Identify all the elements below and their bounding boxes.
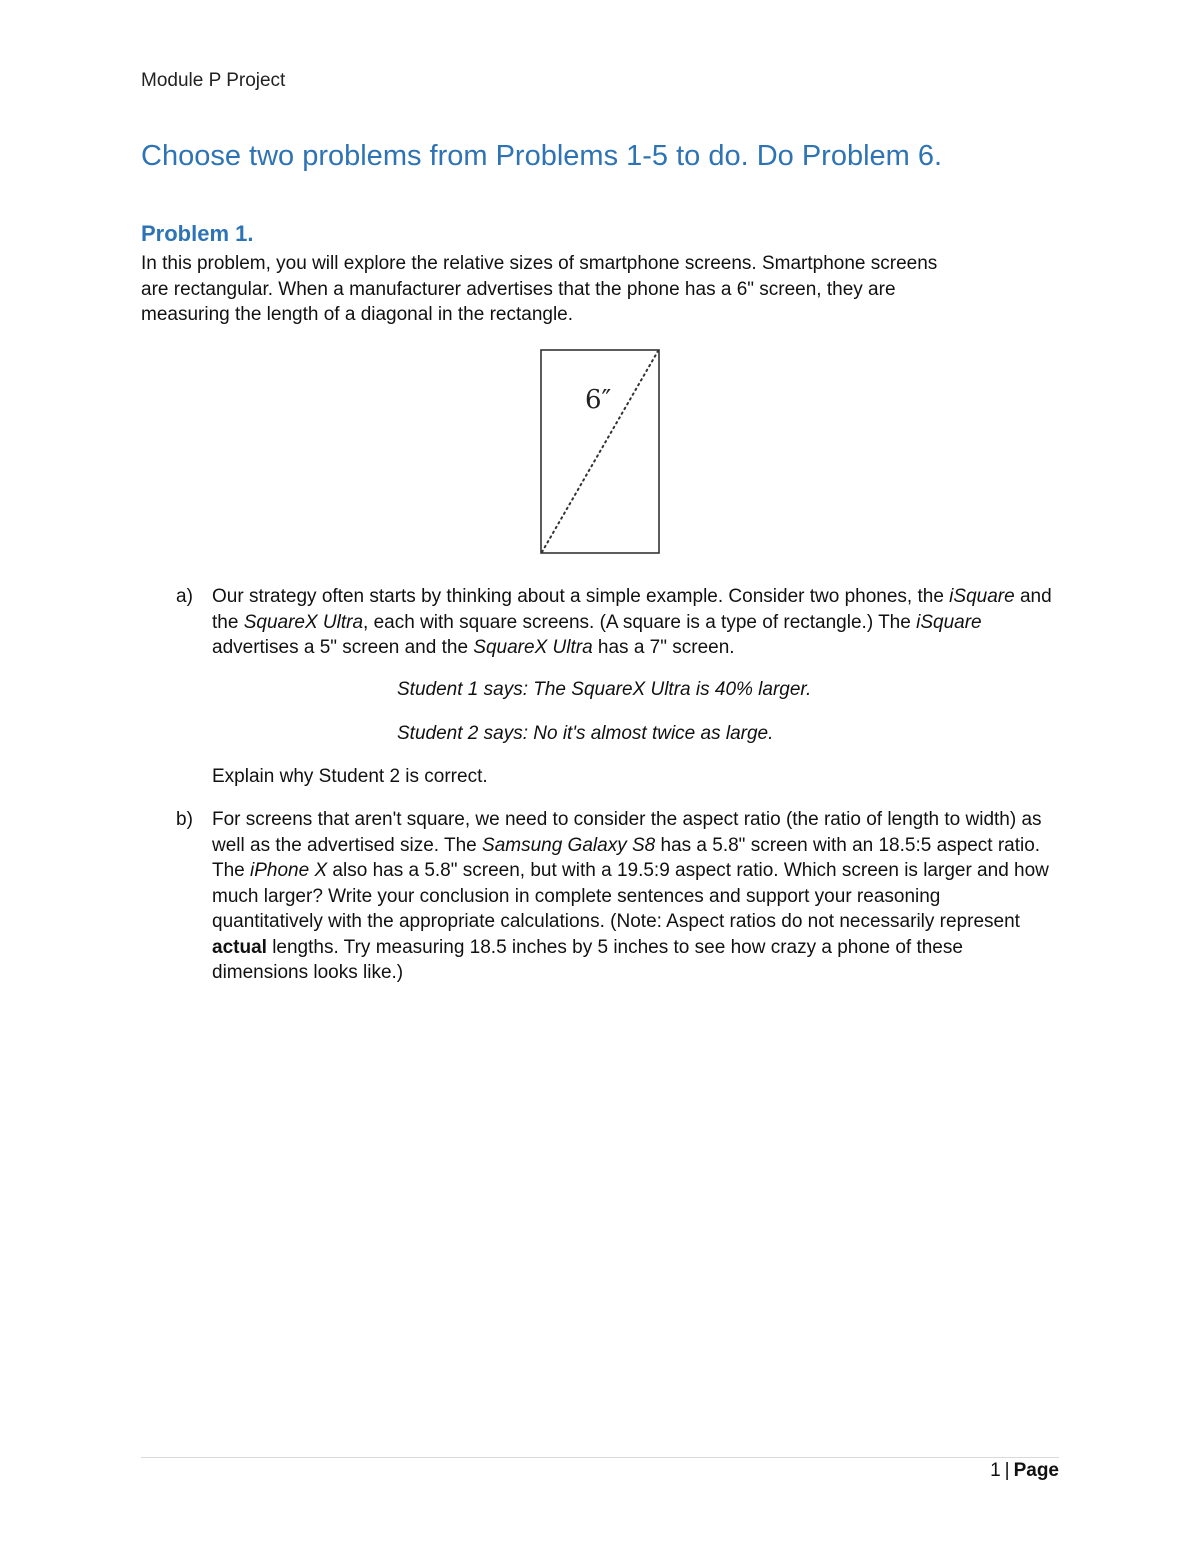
item-b-text: For screens that aren't square, we need to consider the aspect ratio (the ratio of length to width) as well as the advertised size. The Samsung Galaxy S8 has a 5.8" screen with an 18.5:5 aspect ratio. The iPhone X also has a 5.8" screen, but with a 19.5:9 aspect ratio. Which screen is larger and how much larger? Write your conclusion in complete sentences and support your reasoning quantitatively with the appropriate calculations. (Note: Aspect ratios do not necessarily represent actual lengths. Try measuring 18.5 inches by 5 inches to see how crazy a phone of these dimensions looks like.) (212, 809, 1049, 983)
footer-divider (141, 1457, 1059, 1458)
intro-line: measuring the length of a diagonal in the rectangle. (141, 304, 574, 325)
problem-intro (141, 251, 1056, 328)
list-marker: a) (176, 586, 193, 607)
item-a-text: Our strategy often starts by thinking about a simple example. Consider two phones, the iSquare and the SquareX Ultra, each with square screens. (A square is a type of rectangle.) The iSquare advertises a 5" screen and the SquareX Ultra has a 7" screen. (212, 586, 1052, 658)
student-2-quote: Student 2 says: No it's almost twice as large. (397, 723, 774, 744)
main-heading: Choose two problems from Problems 1-5 to do. Do Problem 6. (141, 140, 943, 172)
list-marker: b) (176, 809, 193, 830)
student-1-quote: Student 1 says: The SquareX Ultra is 40% larger. (397, 679, 812, 700)
list-item-a (176, 584, 1056, 661)
screen-diagonal (542, 351, 658, 552)
diagonal-label: 6″ (585, 385, 612, 415)
explain-prompt: Explain why Student 2 is correct. (212, 766, 488, 787)
document-header: Module P Project (141, 70, 286, 91)
list-item-b (176, 807, 1056, 986)
problem-title: Problem 1. (141, 221, 254, 246)
footer-separator: | (1004, 1460, 1010, 1481)
page-number: 1 (990, 1460, 1001, 1481)
phone-screen-diagram (538, 347, 662, 557)
intro-line: are rectangular. When a manufacturer advertises that the phone has a 6" screen, they are (141, 278, 896, 300)
intro-line: In this problem, you will explore the relative sizes of smartphone screens. Smartphone screens (141, 253, 938, 274)
page-footer (990, 1460, 1059, 1482)
page-word: Page (1013, 1460, 1059, 1481)
